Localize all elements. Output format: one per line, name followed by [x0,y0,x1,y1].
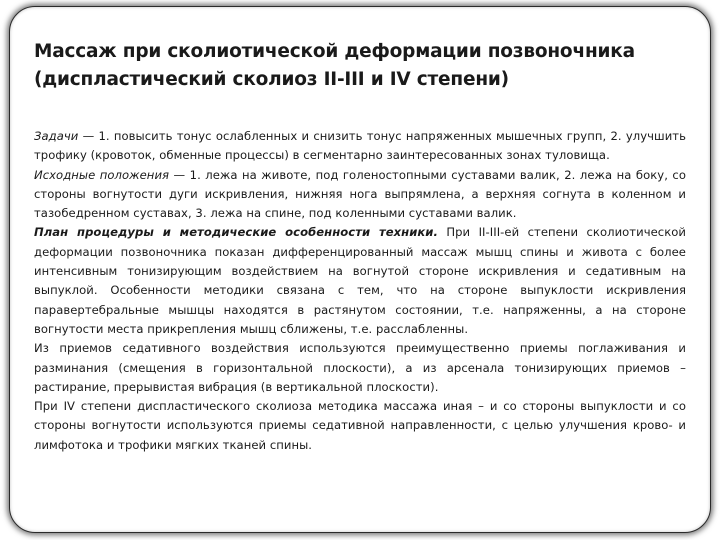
slide-body [34,127,686,455]
paragraph-positions [34,166,686,224]
positions-label: Исходные положения [34,167,170,182]
plan-label: План процедуры и методические особенности техники. [34,225,438,240]
tasks-label: Задачи [34,129,79,143]
paragraph-techniques: Из приемов седативного воздействия используются преимущественно приемы поглаживания и разминания (смещения в горизонтальной плоскости), а из арсенала тонизирующих приемов – растирание, прерывистая вибрация (в вертикальной плоскости). [34,341,686,394]
title-line-2: (диспластический сколиоз II-III и IV степени) [34,69,509,90]
slide-title [34,38,684,94]
paragraph-tasks [34,127,686,166]
tasks-text: — 1. повысить тонус ослабленных и снизить тонус напряженных мышечных групп, 2. улучшить трофику (кровоток, обменные процессы) в сегментарно заинтересованных зонах туловища. [34,129,686,163]
paragraph-degree-4: При IV степени диспластического сколиоза методика массажа иная – и со стороны выпуклости и со стороны вогнутости используются приемы седативной направленности, с целью улучшения крово- и лимфотока и трофики мягких тканей спины. [34,399,686,452]
title-line-1: Массаж при сколиотической деформации позвоночника [34,41,635,62]
plan-text: При II-III-ей степени сколиотической деформации позвоночника показан дифференцированный массаж мышц спины и живота с более интенсивным тонизирующим воздействием на вогнутой стороне искривления и седативным на выпуклой. Особенности методики связана с тем, что на стороне выпуклости искривления паравертебральные мышцы находятся в растянутом состоянии, т.е. напряженны, а на стороне вогнутости места прикрепления мышц сближены, т.е. расслабленны. [34,225,686,336]
paragraph-plan [34,223,686,339]
positions-text: — 1. лежа на животе, под голеностопными суставами валик, 2. лежа на боку, со стороны вогнутости дуги искривления, нижняя нога выпрямлена, а верхняя согнута в коленном и тазобедренном суставах, 3. лежа на спине, под коленными суставами валик. [34,167,686,221]
